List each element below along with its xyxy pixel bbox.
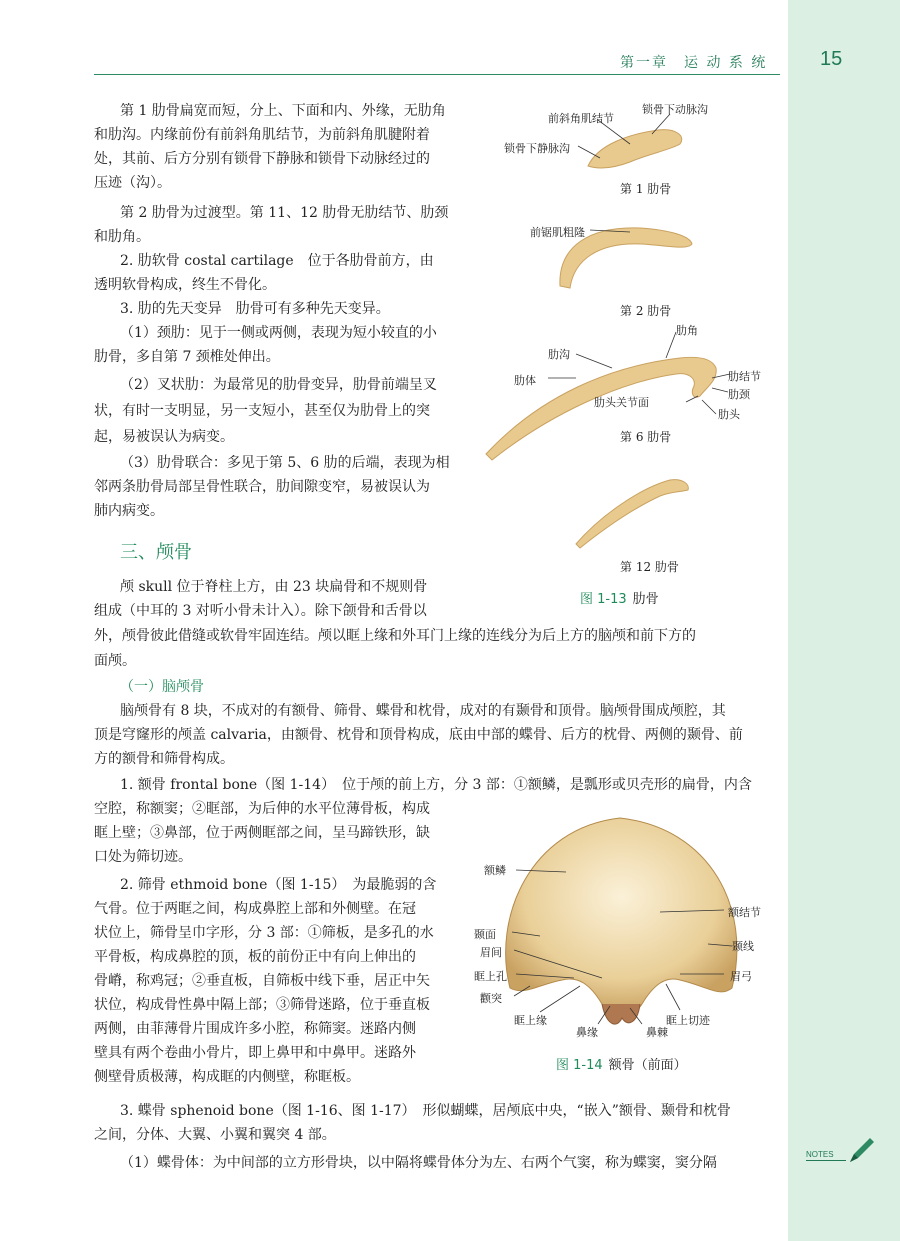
fig14-label: 眶上孔: [474, 970, 507, 983]
body-line: （1）颈肋：见于一侧或两侧，表现为短小较直的小: [120, 325, 437, 341]
body-line: 3. 肋的先天变异 肋骨可有多种先天变异。: [120, 301, 390, 317]
fig14-label: 眶上切迹: [666, 1014, 710, 1027]
body-line: 压迹（沟）。: [94, 175, 171, 191]
body-line: 眶上壁；③鼻部，位于两侧眶部之间，呈马蹄铁形，缺: [94, 825, 430, 841]
rib-caption: 第 12 肋骨: [620, 560, 679, 574]
body-line: （1）蝶骨体：为中间部的立方形骨块，以中隔将蝶骨体分为左、右两个气窦，称为蝶窦，窦分隔: [120, 1155, 717, 1171]
page-number: 15: [820, 48, 843, 70]
fig14-label: 颞线: [732, 940, 754, 953]
fig13-label: 肋颈: [728, 388, 750, 401]
body-line: 肋骨，多自第 7 颈椎处伸出。: [94, 349, 280, 365]
fig14-label: 额结节: [728, 906, 761, 919]
pen-icon: [846, 1136, 876, 1166]
body-line: 起，易被误认为病变。: [94, 429, 234, 445]
fig14-caption: [556, 1054, 687, 1073]
body-line: 状位上，筛骨呈巾字形，分 3 部：①筛板，是多孔的水: [94, 925, 434, 941]
body-line: 之间，分体、大翼、小翼和翼突 4 部。: [94, 1127, 336, 1143]
fig14-label: 颧突: [480, 992, 502, 1005]
body-line: 和肋角。: [94, 229, 150, 245]
fig13-label: 肋体: [514, 374, 536, 387]
margin-sidebar: [788, 0, 900, 1241]
subsection-title: （一）脑颅骨: [120, 679, 204, 695]
fig14-label: 鼻缘: [576, 1026, 598, 1039]
body-line: 骨嵴，称鸡冠；②垂直板，自筛板中线下垂，居正中矢: [94, 973, 430, 989]
body-line: 2. 筛骨 ethmoid bone（图 1-15） 为最脆弱的含: [120, 877, 437, 893]
fig13-label: 肋头关节面: [594, 396, 649, 409]
body-line: 透明软骨构成，终生不骨化。: [94, 277, 276, 293]
fig13-label: 前锯肌粗隆: [530, 226, 585, 239]
notes-label: NOTES: [806, 1150, 846, 1161]
body-line: （3）肋骨联合：多见于第 5、6 肋的后端，表现为相: [120, 455, 450, 471]
body-line: 口处为筛切迹。: [94, 849, 192, 865]
body-line: 面颅。: [94, 653, 136, 669]
chapter-title: 第一章 运 动 系 统: [620, 55, 768, 71]
fig13-title: 肋骨: [632, 592, 659, 607]
fig14-label: 颞面: [474, 928, 496, 941]
body-line: 邻两条肋骨局部呈骨性联合，肋间隙变窄，易被误认为: [94, 479, 430, 495]
body-line: 侧壁骨质极薄，构成眶的内侧壁，称眶板。: [94, 1069, 360, 1085]
section-title: 三、颅骨: [120, 542, 192, 563]
fig13-label: 肋结节: [728, 370, 761, 383]
fig14-label: 额鳞: [484, 864, 506, 877]
body-line: 第 2 肋骨为过渡型。第 11、12 肋骨无肋结节、肋颈: [120, 205, 449, 221]
rib-caption: 第 6 肋骨: [620, 430, 672, 444]
fig14-label: 鼻棘: [646, 1026, 668, 1039]
fig13-label: 肋角: [676, 324, 698, 337]
fig14-label: 眉间: [480, 946, 502, 959]
fig13-label: 肋沟: [548, 348, 570, 361]
body-line: 第 1 肋骨扁宽而短，分上、下面和内、外缘，无肋角: [120, 103, 446, 119]
header-rule: [94, 74, 780, 75]
fig13-label: 肋头: [718, 408, 740, 421]
fig14-title: 额骨（前面）: [608, 1058, 687, 1073]
body-line: 3. 蝶骨 sphenoid bone（图 1-16、图 1-17） 形似蝴蝶，居颅底中央，“嵌入”额骨、颞骨和枕骨: [120, 1103, 731, 1119]
first-rib-shape: [588, 130, 682, 168]
body-line: 和肋沟。内缘前份有前斜角肌结节，为前斜角肌腱附着: [94, 127, 430, 143]
fig14-number: 图 1-14: [556, 1058, 603, 1073]
twelfth-rib-shape: [576, 480, 688, 548]
fig13-label: 锁骨下静脉沟: [504, 142, 570, 155]
body-line: 方的额骨和筛骨构成。: [94, 751, 234, 767]
body-line: 脑颅骨有 8 块，不成对的有额骨、筛骨、蝶骨和枕骨，成对的有颞骨和顶骨。脑颅骨围成颅腔，其: [120, 703, 726, 719]
body-line: 组成（中耳的 3 对听小骨未计入）。除下颌骨和舌骨以: [94, 603, 427, 619]
body-line: 2. 肋软骨 costal cartilage 位于各肋骨前方，由: [120, 253, 434, 269]
body-line: 状位，构成骨性鼻中隔上部；③筛骨迷路，位于垂直板: [94, 997, 430, 1013]
body-line: 壁具有两个卷曲小骨片，即上鼻甲和中鼻甲。迷路外: [94, 1045, 416, 1061]
body-line: 肺内病变。: [94, 503, 164, 519]
rib-caption: 第 1 肋骨: [620, 182, 672, 196]
body-line: 平骨板，构成鼻腔的顶，板的前份正中有向上伸出的: [94, 949, 416, 965]
fig13-label: 前斜角肌结节: [548, 112, 614, 125]
body-line: 状，有时一支明显，另一支短小，甚至仅为肋骨上的突: [94, 403, 430, 419]
body-line: 空腔，称额窦；②眶部，为后伸的水平位薄骨板，构成: [94, 801, 430, 817]
body-line: 两侧，由菲薄骨片围成许多小腔，称筛窦。迷路内侧: [94, 1021, 416, 1037]
rib-figure: [480, 96, 780, 576]
body-line: 顶是穹窿形的颅盖 calvaria，由额骨、枕骨和顶骨构成，底由中部的蝶骨、后方的枕骨、两侧的颞骨、前: [94, 727, 743, 743]
body-line: （2）叉状肋：为最常见的肋骨变异，肋骨前端呈叉: [120, 377, 437, 393]
body-line: 1. 额骨 frontal bone（图 1-14） 位于颅的前上方，分 3 部：①额鳞，是瓢形或贝壳形的扁骨，内含: [120, 777, 752, 793]
body-line: 外，颅骨彼此借缝或软骨牢固连结。颅以眶上缘和外耳门上缘的连线分为后上方的脑颅和前下方的: [94, 628, 696, 644]
rib-caption: 第 2 肋骨: [620, 304, 672, 318]
body-line: 颅 skull 位于脊柱上方，由 23 块扁骨和不规则骨: [120, 579, 428, 595]
fig14-label: 眉弓: [730, 970, 752, 983]
body-line: 气骨。位于两眶之间，构成鼻腔上部和外侧壁。在冠: [94, 901, 416, 917]
body-line: 处，其前、后方分别有锁骨下静脉和锁骨下动脉经过的: [94, 151, 430, 167]
fig13-number: 图 1-13: [580, 592, 627, 607]
fig14-label: 眶上缘: [514, 1014, 547, 1027]
frontal-bone-shape: [506, 818, 737, 1015]
fig13-label: 锁骨下动脉沟: [642, 103, 708, 116]
fig13-caption: [580, 588, 659, 607]
